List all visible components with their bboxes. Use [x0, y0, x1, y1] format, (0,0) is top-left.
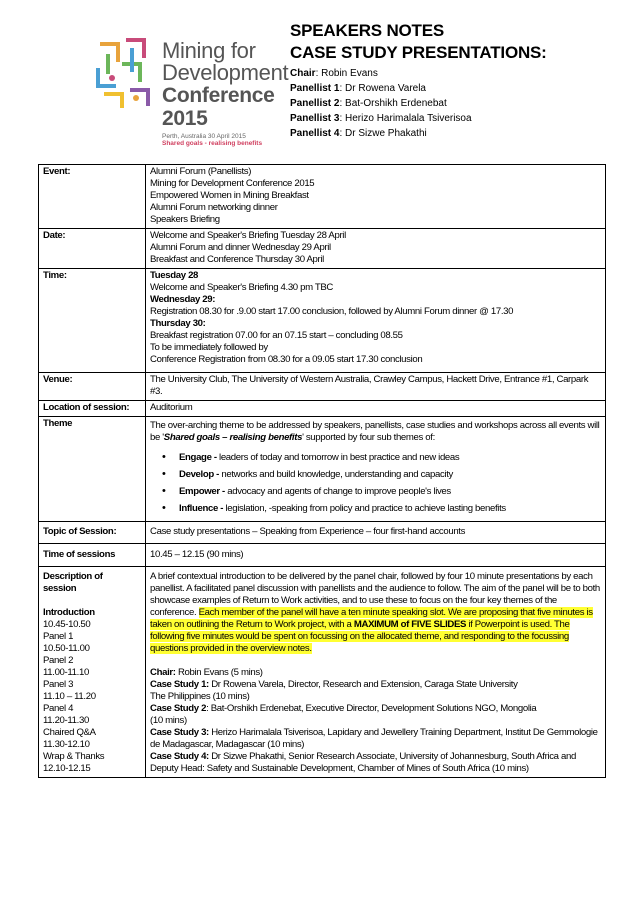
value-description: A brief contextual introduction to be delivered by the panel chair, followed by four 10 minute presentations by each panellist. A facilitated panel discussion with panellists and the audience to follow. The aim of the panel will be to both showcase examples of Return to Work activities, and to use these to focus on the four key themes of the conference. Each member of the panel will have a ten minute speaking slot. We are proposing that five minutes is taken on outlining the Return to Work project, with a MAXIMUM of FIVE SLIDES if Powerpoint is used. The following five minutes would be spent on focussing on the allocated theme, and responding to the focussing questions provided in the overview notes. Chair: Robin Evans (5 mins) Case Study 1: Dr Rowena Varela, Director, Research and Extension, Caraga State University The Philippines (10 mins) Case Study 2: Bat-Orshikh Erdenebat, Executive Director, Development Solutions NGO, Mongolia (10 mins) Case Study 3: Herizo Harimalala Tsiverisoa, Lapidary and Jewellery Training Department, Institut De Gemmologie de Madagascar, Madagascar (10 mins) Case Study 4: Dr Sizwe Phakathi, Senior Research Associate, University of Johannesburg, South Africa and Deputy Head: Safety and Sustainable Development, Chamber of Mines of South Africa (10 mins) — [146, 567, 606, 778]
value-topic: Case study presentations – Speaking from Experience – four first-hand accounts — [146, 522, 606, 544]
label-location: Location of session: — [39, 401, 146, 417]
label-date: Date: — [39, 229, 146, 269]
case-study-4: Case Study 4: Dr Sizwe Phakathi, Senior Research Associate, University of Johannesburg, South Africa and Deputy Head: Safety and Sustainable Development, Chamber of Mines of South Africa (10 mins) — [150, 751, 576, 774]
conference-logo — [92, 34, 289, 147]
session-schedule: 10.45-10.50 Panel 1 10.50-11.00 Panel 2 11.00-11.10 Panel 3 11.10 – 11.20 Panel 4 11.20-11.30 Chaired Q&A 11.30-12.10 Wrap & Thanks 12.10-12.15 — [43, 619, 105, 774]
label-time: Time: — [39, 269, 146, 373]
value-theme: The over-arching theme to be addressed by speakers, panellists, case studies and workshops across all events will be 'Shared goals – realising benefits' supported by four sub themes of: • Engage - leaders of today and tomorrow in best practice and new ideas • Develop - networks and build knowledge, understanding and capacity • Empower - advocacy and agents of change to improve people's lives • Influence - legislation, -speaking from policy and practice to achieve lasting benefits — [146, 417, 606, 522]
person-panellist-3: Panellist 3: Herizo Harimalala Tsiverisoa — [290, 113, 472, 124]
case-study-3: Case Study 3: Herizo Harimalala Tsiverisoa, Lapidary and Jewellery Training Department, Institut De Gemmologie de Madagascar, Madagascar (10 mins) — [150, 727, 598, 750]
row-description — [39, 567, 606, 778]
theme-item: • Engage - leaders of today and tomorrow in best practice and new ideas — [150, 449, 601, 466]
theme-list — [150, 449, 601, 517]
case-study-2: Case Study 2: Bat-Orshikh Erdenebat, Executive Director, Development Solutions NGO, Mongolia — [150, 703, 537, 714]
value-time-of-sessions: 10.45 – 12.15 (90 mins) — [146, 544, 606, 567]
logo-subtitle-tagline: Shared goals - realising benefits — [162, 140, 263, 147]
value-time: Tuesday 28 Welcome and Speaker's Briefing 4.30 pm TBC Wednesday 29: Registration 08.30 for .9.00 start 17.00 conclusion, followed by Alumni Forum dinner @ 17.30 Thursday 30: Breakfast registration 07.00 for an 07.15 start – concluding 08.55 To be immediately followed by Conference Registration from 08.30 for a 09.05 start 17.30 conclusion — [146, 269, 606, 373]
value-event: Alumni Forum (Panellists) Mining for Development Conference 2015 Empowered Women in Mining Breakfast Alumni Forum networking dinner Speakers Briefing — [146, 165, 606, 229]
label-venue: Venue: — [39, 373, 146, 401]
label-description: Description of session Introduction 10.45-10.50 Panel 1 10.50-11.00 Panel 2 11.00-11.10 Panel 3 11.10 – 11.20 Panel 4 11.20-11.30 Chaired Q&A 11.30-12.10 Wrap & Thanks 12.10-12.15 — [39, 567, 146, 778]
theme-item: • Empower - advocacy and agents of change to improve people's lives — [150, 483, 601, 500]
row-event — [39, 165, 606, 229]
people-list — [290, 66, 547, 141]
label-topic: Topic of Session: — [39, 522, 146, 544]
highlighted-text: Each member of the panel will have a ten minute speaking slot. We are proposing that five minutes is taken on outlining the Return to Work project, with a MAXIMUM of FIVE SLIDES if Powerpoint is used. The following five minutes would be spent on focussing on the allocated theme, and responding to the focussing questions provided in the overview notes. — [150, 607, 593, 654]
theme-item: • Influence - legislation, -speaking from policy and practice to achieve lasting benefits — [150, 500, 601, 517]
person-chair: Chair: Robin Evans — [290, 68, 378, 79]
logo-line-3: Conference 2015 — [162, 84, 275, 130]
label-event: Event: — [39, 165, 146, 229]
row-theme — [39, 417, 606, 522]
page-title: SPEAKERS NOTES — [290, 21, 445, 40]
case-study-1: Case Study 1: Dr Rowena Varela, Director, Research and Extension, Caraga State University — [150, 679, 518, 690]
person-panellist-4: Panellist 4: Dr Sizwe Phakathi — [290, 128, 427, 139]
label-theme: Theme — [39, 417, 146, 522]
row-time-of-sessions — [39, 544, 606, 567]
row-time — [39, 269, 606, 373]
theme-item: • Develop - networks and build knowledge, understanding and capacity — [150, 466, 601, 483]
row-date — [39, 229, 606, 269]
document-header — [0, 0, 638, 162]
row-venue — [39, 373, 606, 401]
row-location — [39, 401, 606, 417]
intro-title: Introduction — [43, 607, 95, 618]
logo-line-2: Development — [162, 60, 289, 85]
title-block — [290, 20, 547, 141]
person-panellist-1: Panellist 1: Dr Rowena Varela — [290, 83, 426, 94]
logo-line-1: Mining for — [162, 38, 256, 63]
row-topic — [39, 522, 606, 544]
logo-subtitle-location: Perth, Australia 30 April 2015 — [162, 133, 246, 140]
chair-line: Chair: Robin Evans (5 mins) — [150, 667, 263, 678]
session-details-table — [38, 164, 606, 778]
value-date: Welcome and Speaker's Briefing Tuesday 28 April Alumni Forum and dinner Wednesday 29 April Breakfast and Conference Thursday 30 April — [146, 229, 606, 269]
person-panellist-2: Panellist 2: Bat-Orshikh Erdenebat — [290, 98, 447, 109]
value-location: Auditorium — [146, 401, 606, 417]
description-paragraph: A brief contextual introduction to be delivered by the panel chair, followed by four 10 minute presentations by each panellist. A facilitated panel discussion with panellists and the audience to follow. The aim of the panel will be to both showcase examples of Return to Work activities, and to use these to focus on the four key themes of the conference. Each member of the panel will have a ten minute speaking slot. We are proposing that five minutes is taken on outlining the Return to Work project, with a MAXIMUM of FIVE SLIDES if Powerpoint is used. The following five minutes would be spent on focussing on the allocated theme, and responding to the focussing questions provided in the overview notes. — [150, 571, 600, 654]
logo-mark-icon — [92, 34, 156, 112]
value-venue: The University Club, The University of Western Australia, Crawley Campus, Hackett Drive, Entrance #1, Carpark #3. — [146, 373, 606, 401]
page-subtitle: CASE STUDY PRESENTATIONS: — [290, 43, 547, 62]
label-time-of-sessions: Time of sessions — [39, 544, 146, 567]
